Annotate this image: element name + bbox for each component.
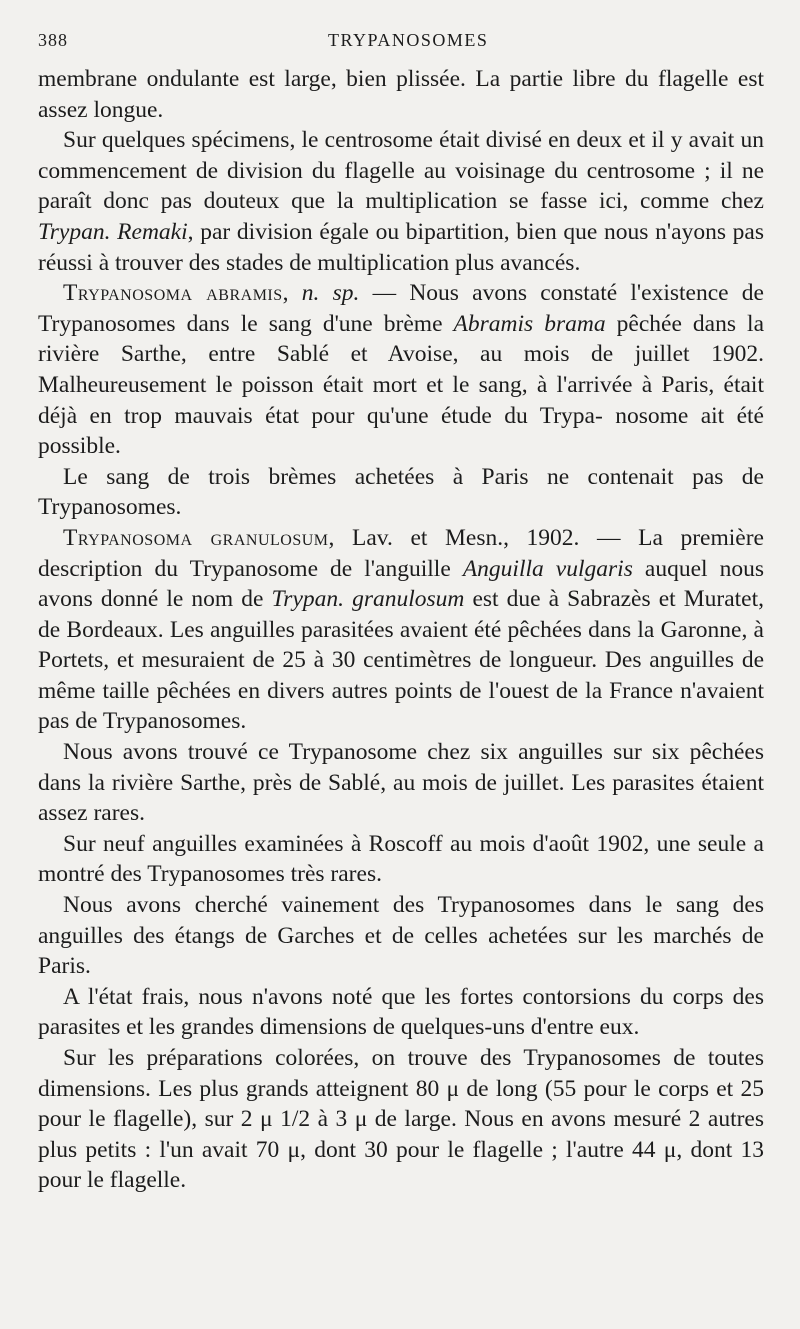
text-run: Sur quelques spécimens, le centrosome était divisé en deux et il y avait un commencement de division du flagelle au voisinage du centrosome ; il ne paraît donc pas douteux que la multiplication se fasse ici, comme chez	[38, 127, 764, 215]
text-run: Sur les préparations colorées, on trouve des Trypanosomes de toutes dimensions. Les plus grands atteignent 80 μ de long (55 pour le corps et 25 pour le flagelle), sur 2 μ 1/2 à 3 μ de large. Nous en avons mesuré 2 autres plus petits : l'un avait 70 μ, dont 30 pour le flagelle ; l'autre 44 μ, dont 13 pour le flagelle.	[38, 1045, 764, 1194]
paragraph	[38, 737, 764, 829]
text-run: ,	[282, 280, 302, 307]
paragraph	[38, 64, 764, 125]
text-run: membrane ondulante est large, bien plissée. La partie libre du flagelle est assez longue.	[38, 66, 764, 123]
paragraph	[38, 523, 764, 737]
paragraph	[38, 1043, 764, 1196]
text-run: pêchée dans la rivière Sarthe, entre Sablé et Avoise, au mois de juillet 1902. Malheureusement le poisson était mort et le sang, à l'arrivée à Paris, était déjà en trop mauvais état pour qu'une étude du Trypa- nosome ait été possible.	[38, 310, 764, 460]
paragraph	[38, 829, 764, 890]
paragraph	[38, 982, 764, 1043]
species-name: Trypan. Remaki	[38, 218, 188, 245]
text-run: Le sang de trois brèmes achetées à Paris ne contenait pas de Trypanosomes.	[38, 463, 764, 521]
page-number: 388	[38, 30, 68, 50]
text-run: — Nous avons constaté l'existence de Trypanosomes dans le sang d'une brème	[38, 280, 764, 337]
running-title: TRYPANOSOMES	[328, 30, 489, 50]
species-name: Anguilla vulgaris	[462, 555, 633, 582]
text-run: est due à Sabrazès et Muratet, de Bordeaux. Les anguilles parasitées avaient été pêchées dans la Garonne, à Portets, et mesuraient de 25 à 30 centimètres de longueur. Des anguilles de même taille pêchées en divers autres points de l'ouest de la France n'avaient pas de Trypanosomes.	[38, 586, 764, 735]
text-run: Nous avons cherché vainement des Trypanosomes dans le sang des anguilles des étangs de Garches et de celles achetées sur les marchés de Paris.	[38, 892, 764, 980]
text-run: , par division égale ou bipartition, bien que nous n'ayons pas réussi à trouver des stades de multiplication plus avancés.	[38, 218, 764, 276]
text-run: A l'état frais, nous n'avons noté que les fortes contorsions du corps des parasites et les grandes dimensions de quelques-uns d'entre eux.	[38, 983, 764, 1041]
species-note: n. sp.	[301, 280, 360, 307]
text-run: auquel nous avons donné le nom de	[38, 555, 764, 613]
paragraph	[38, 462, 764, 523]
species-name: Trypan. granulosum	[271, 586, 465, 613]
text-run: , Lav. et Mesn., 1902. — La première description du Trypanosome de l'anguille	[38, 524, 764, 582]
body-text	[38, 64, 764, 1196]
paragraph	[38, 890, 764, 982]
species-heading: Trypanosoma abramis	[63, 280, 283, 307]
text-run: Nous avons trouvé ce Trypanosome chez six anguilles sur six pêchées dans la rivière Sarthe, près de Sablé, au mois de juillet. Les parasites étaient assez rares.	[38, 739, 764, 827]
paragraph	[38, 278, 764, 462]
species-heading: Trypanosoma granulosum	[63, 524, 329, 551]
paragraph	[38, 125, 764, 278]
page-header	[38, 30, 764, 64]
species-name: Abramis brama	[453, 310, 606, 337]
text-run: Sur neuf anguilles examinées à Roscoff au mois d'août 1902, une seule a montré des Trypanosomes très rares.	[38, 830, 764, 888]
